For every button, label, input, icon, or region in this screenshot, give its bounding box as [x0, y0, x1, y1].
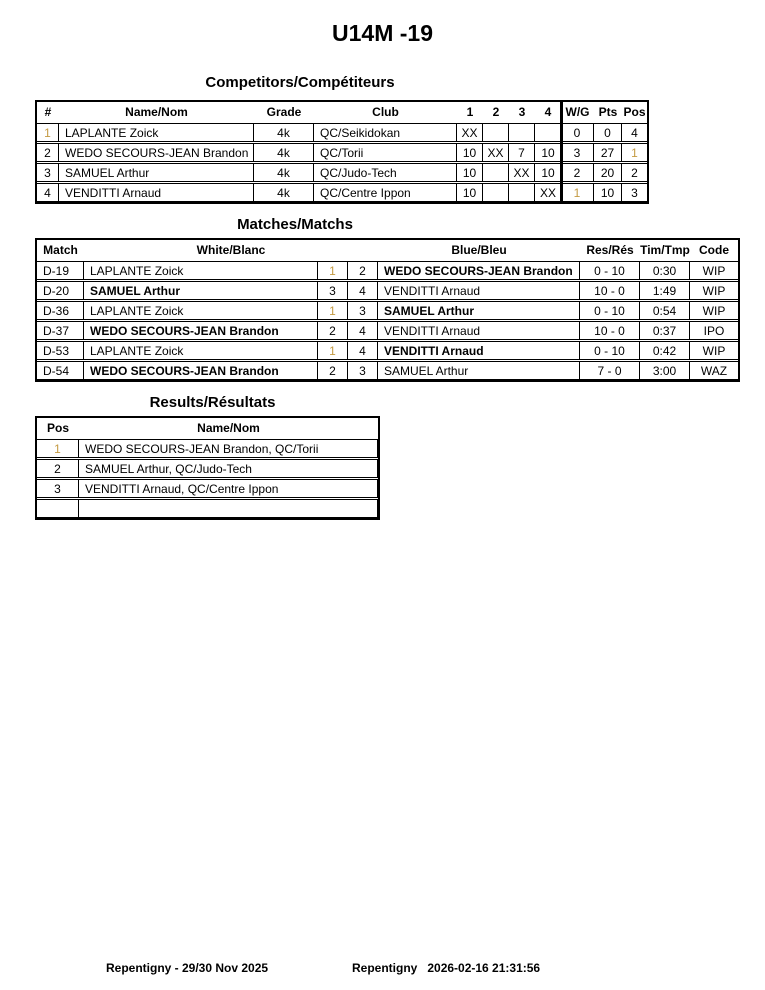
- competitor-club: QC/Torii: [314, 144, 457, 161]
- col-header-wins: W/G: [565, 105, 590, 119]
- match-code: WIP: [702, 303, 726, 318]
- match-time: 3:00: [640, 362, 690, 379]
- col-header-result: Res/Rés: [586, 243, 634, 257]
- round-1-result: XX: [457, 124, 483, 141]
- white-competitor-number: 1: [318, 302, 348, 319]
- wins-count: 0: [561, 124, 594, 141]
- col-header-white: White/Blanc: [196, 243, 266, 257]
- result-name: WEDO SECOURS-JEAN Brandon, QC/Torii: [79, 440, 378, 457]
- round-1-result: 10: [457, 144, 483, 161]
- match-time: 1:49: [640, 282, 690, 299]
- competitor-grade: 4k: [254, 144, 314, 161]
- round-2-result: XX: [483, 144, 509, 161]
- competitors-header-row: [37, 102, 647, 122]
- col-header-club: Club: [372, 105, 399, 119]
- match-time: 0:37: [640, 322, 690, 339]
- competitor-club: QC/Judo-Tech: [314, 164, 457, 181]
- match-code: WIP: [702, 263, 726, 278]
- white-competitor-name: LAPLANTE Zoick: [84, 342, 318, 359]
- match-id: D-20: [37, 282, 84, 299]
- white-competitor-name: LAPLANTE Zoick: [84, 302, 318, 319]
- result-position: 3: [37, 480, 79, 497]
- table-row: [37, 499, 378, 518]
- competitor-name: VENDITTI Arnaud: [59, 184, 254, 201]
- blue-competitor-name: SAMUEL Arthur: [378, 302, 580, 319]
- round-3-result: [509, 124, 535, 141]
- competitor-grade: 4k: [254, 164, 314, 181]
- result-position: 1: [37, 440, 79, 457]
- round-3-result: 7: [509, 144, 535, 161]
- col-header-code: Code: [699, 243, 729, 257]
- result-position: [37, 500, 79, 517]
- match-result: 10 - 0: [580, 322, 640, 339]
- points: 0: [594, 124, 622, 141]
- blue-competitor-name: VENDITTI Arnaud: [378, 282, 580, 299]
- competitor-number: 1: [37, 124, 59, 141]
- white-competitor-name: WEDO SECOURS-JEAN Brandon: [84, 322, 318, 339]
- blue-competitor-name: WEDO SECOURS-JEAN Brandon: [378, 262, 580, 279]
- blue-competitor-number: 3: [348, 362, 378, 379]
- round-1-result: 10: [457, 164, 483, 181]
- table-row: [37, 479, 378, 498]
- match-code: WIP: [702, 343, 726, 358]
- matches-table: [35, 238, 740, 382]
- footer-print-location: Repentigny: [352, 961, 418, 975]
- match-time: 0:54: [640, 302, 690, 319]
- position: 1: [631, 145, 638, 160]
- wins-count: 2: [561, 164, 594, 181]
- table-row: [37, 321, 738, 340]
- match-code: IPO: [703, 323, 725, 338]
- wins-count: 1: [561, 184, 594, 201]
- match-id: D-36: [37, 302, 84, 319]
- match-id: D-37: [37, 322, 84, 339]
- wins-count: 3: [561, 144, 594, 161]
- match-result: 0 - 10: [580, 302, 640, 319]
- competitor-name: LAPLANTE Zoick: [59, 124, 254, 141]
- result-position: 2: [37, 460, 79, 477]
- round-4-result: 10: [541, 145, 555, 160]
- table-row: [37, 281, 738, 300]
- col-header-round-1: 1: [466, 105, 474, 119]
- result-name: VENDITTI Arnaud, QC/Centre Ippon: [79, 480, 378, 497]
- col-header-round-3: 3: [518, 105, 526, 119]
- table-row: [37, 459, 378, 478]
- position: 4: [631, 125, 638, 140]
- round-4-result: [535, 124, 561, 141]
- match-result: 0 - 10: [580, 342, 640, 359]
- col-header-round-4: 4: [544, 105, 552, 119]
- blue-competitor-number: 4: [348, 282, 378, 299]
- table-row: [37, 183, 647, 202]
- match-code: WIP: [702, 283, 726, 298]
- results-table: [35, 416, 380, 520]
- competitors-table: [35, 100, 649, 204]
- match-id: D-19: [37, 262, 84, 279]
- blue-competitor-number: 4: [348, 322, 378, 339]
- col-header-position: Pos: [623, 105, 646, 119]
- table-row: [37, 301, 738, 320]
- group-separator-line: [560, 102, 563, 202]
- table-row: [37, 123, 647, 142]
- table-row: [37, 341, 738, 360]
- footer-event-date: Repentigny - 29/30 Nov 2025: [106, 961, 269, 975]
- round-4-result: XX: [539, 185, 556, 200]
- round-3-result: [509, 184, 535, 201]
- match-result: 7 - 0: [580, 362, 640, 379]
- match-time: 0:30: [640, 262, 690, 279]
- blue-competitor-name: SAMUEL Arthur: [378, 362, 580, 379]
- points: 10: [594, 184, 622, 201]
- blue-competitor-number: 3: [348, 302, 378, 319]
- table-row: [37, 439, 378, 458]
- col-header-position: Pos: [46, 421, 69, 435]
- result-name: [79, 500, 378, 517]
- result-name: SAMUEL Arthur, QC/Judo-Tech: [79, 460, 378, 477]
- position: 3: [631, 185, 638, 200]
- col-header-name: Name/Nom: [125, 105, 188, 119]
- white-competitor-number: 2: [318, 322, 348, 339]
- competitors-heading: Competitors/Compétiteurs: [205, 74, 395, 91]
- match-id: D-53: [37, 342, 84, 359]
- round-3-result: XX: [509, 164, 535, 181]
- col-header-blue: Blue/Bleu: [451, 243, 507, 257]
- white-competitor-name: WEDO SECOURS-JEAN Brandon: [84, 362, 318, 379]
- round-2-result: [483, 124, 509, 141]
- blue-competitor-number: 2: [348, 262, 378, 279]
- white-competitor-name: SAMUEL Arthur: [84, 282, 318, 299]
- competitor-grade: 4k: [254, 124, 314, 141]
- white-competitor-number: 2: [318, 362, 348, 379]
- white-competitor-number: 1: [318, 262, 348, 279]
- blue-competitor-name: VENDITTI Arnaud: [378, 342, 580, 359]
- match-code: WAZ: [700, 363, 728, 378]
- page-title: U14M -19: [332, 20, 433, 46]
- table-row: [37, 261, 738, 280]
- footer-print-info: [352, 961, 540, 975]
- points: 27: [594, 144, 622, 161]
- points: 20: [594, 164, 622, 181]
- matches-heading: Matches/Matchs: [237, 216, 353, 233]
- match-result: 0 - 10: [580, 262, 640, 279]
- col-header-round-2: 2: [492, 105, 500, 119]
- competitor-number: 3: [37, 164, 59, 181]
- competitor-number: 2: [37, 144, 59, 161]
- competitor-grade: 4k: [254, 184, 314, 201]
- footer-print-datetime: 2026-02-16 21:31:56: [427, 961, 541, 975]
- col-header-match: Match: [43, 243, 78, 257]
- col-header-points: Pts: [598, 105, 618, 119]
- competitor-name: WEDO SECOURS-JEAN Brandon: [59, 144, 254, 161]
- round-2-result: [483, 184, 509, 201]
- competitor-club: QC/Centre Ippon: [314, 184, 457, 201]
- col-header-number: #: [44, 105, 52, 119]
- competitor-number: 4: [37, 184, 59, 201]
- match-id: D-54: [37, 362, 84, 379]
- results-header-row: [37, 418, 378, 438]
- competitor-name: SAMUEL Arthur: [59, 164, 254, 181]
- match-time: 0:42: [640, 342, 690, 359]
- col-header-time: Tim/Tmp: [640, 243, 690, 257]
- competitor-club: QC/Seikidokan: [314, 124, 457, 141]
- col-header-name: Name/Nom: [197, 421, 260, 435]
- table-row: [37, 163, 647, 182]
- match-result: 10 - 0: [580, 282, 640, 299]
- blue-competitor-name: VENDITTI Arnaud: [378, 322, 580, 339]
- white-competitor-number: 1: [318, 342, 348, 359]
- results-heading: Results/Résultats: [149, 394, 276, 411]
- matches-header-row: [37, 240, 738, 260]
- round-1-result: 10: [457, 184, 483, 201]
- round-2-result: [483, 164, 509, 181]
- white-competitor-name: LAPLANTE Zoick: [84, 262, 318, 279]
- blue-competitor-number: 4: [348, 342, 378, 359]
- white-competitor-number: 3: [318, 282, 348, 299]
- position: 2: [631, 165, 638, 180]
- table-row: [37, 143, 647, 162]
- col-header-grade: Grade: [266, 105, 302, 119]
- round-4-result: 10: [541, 165, 555, 180]
- table-row: [37, 361, 738, 380]
